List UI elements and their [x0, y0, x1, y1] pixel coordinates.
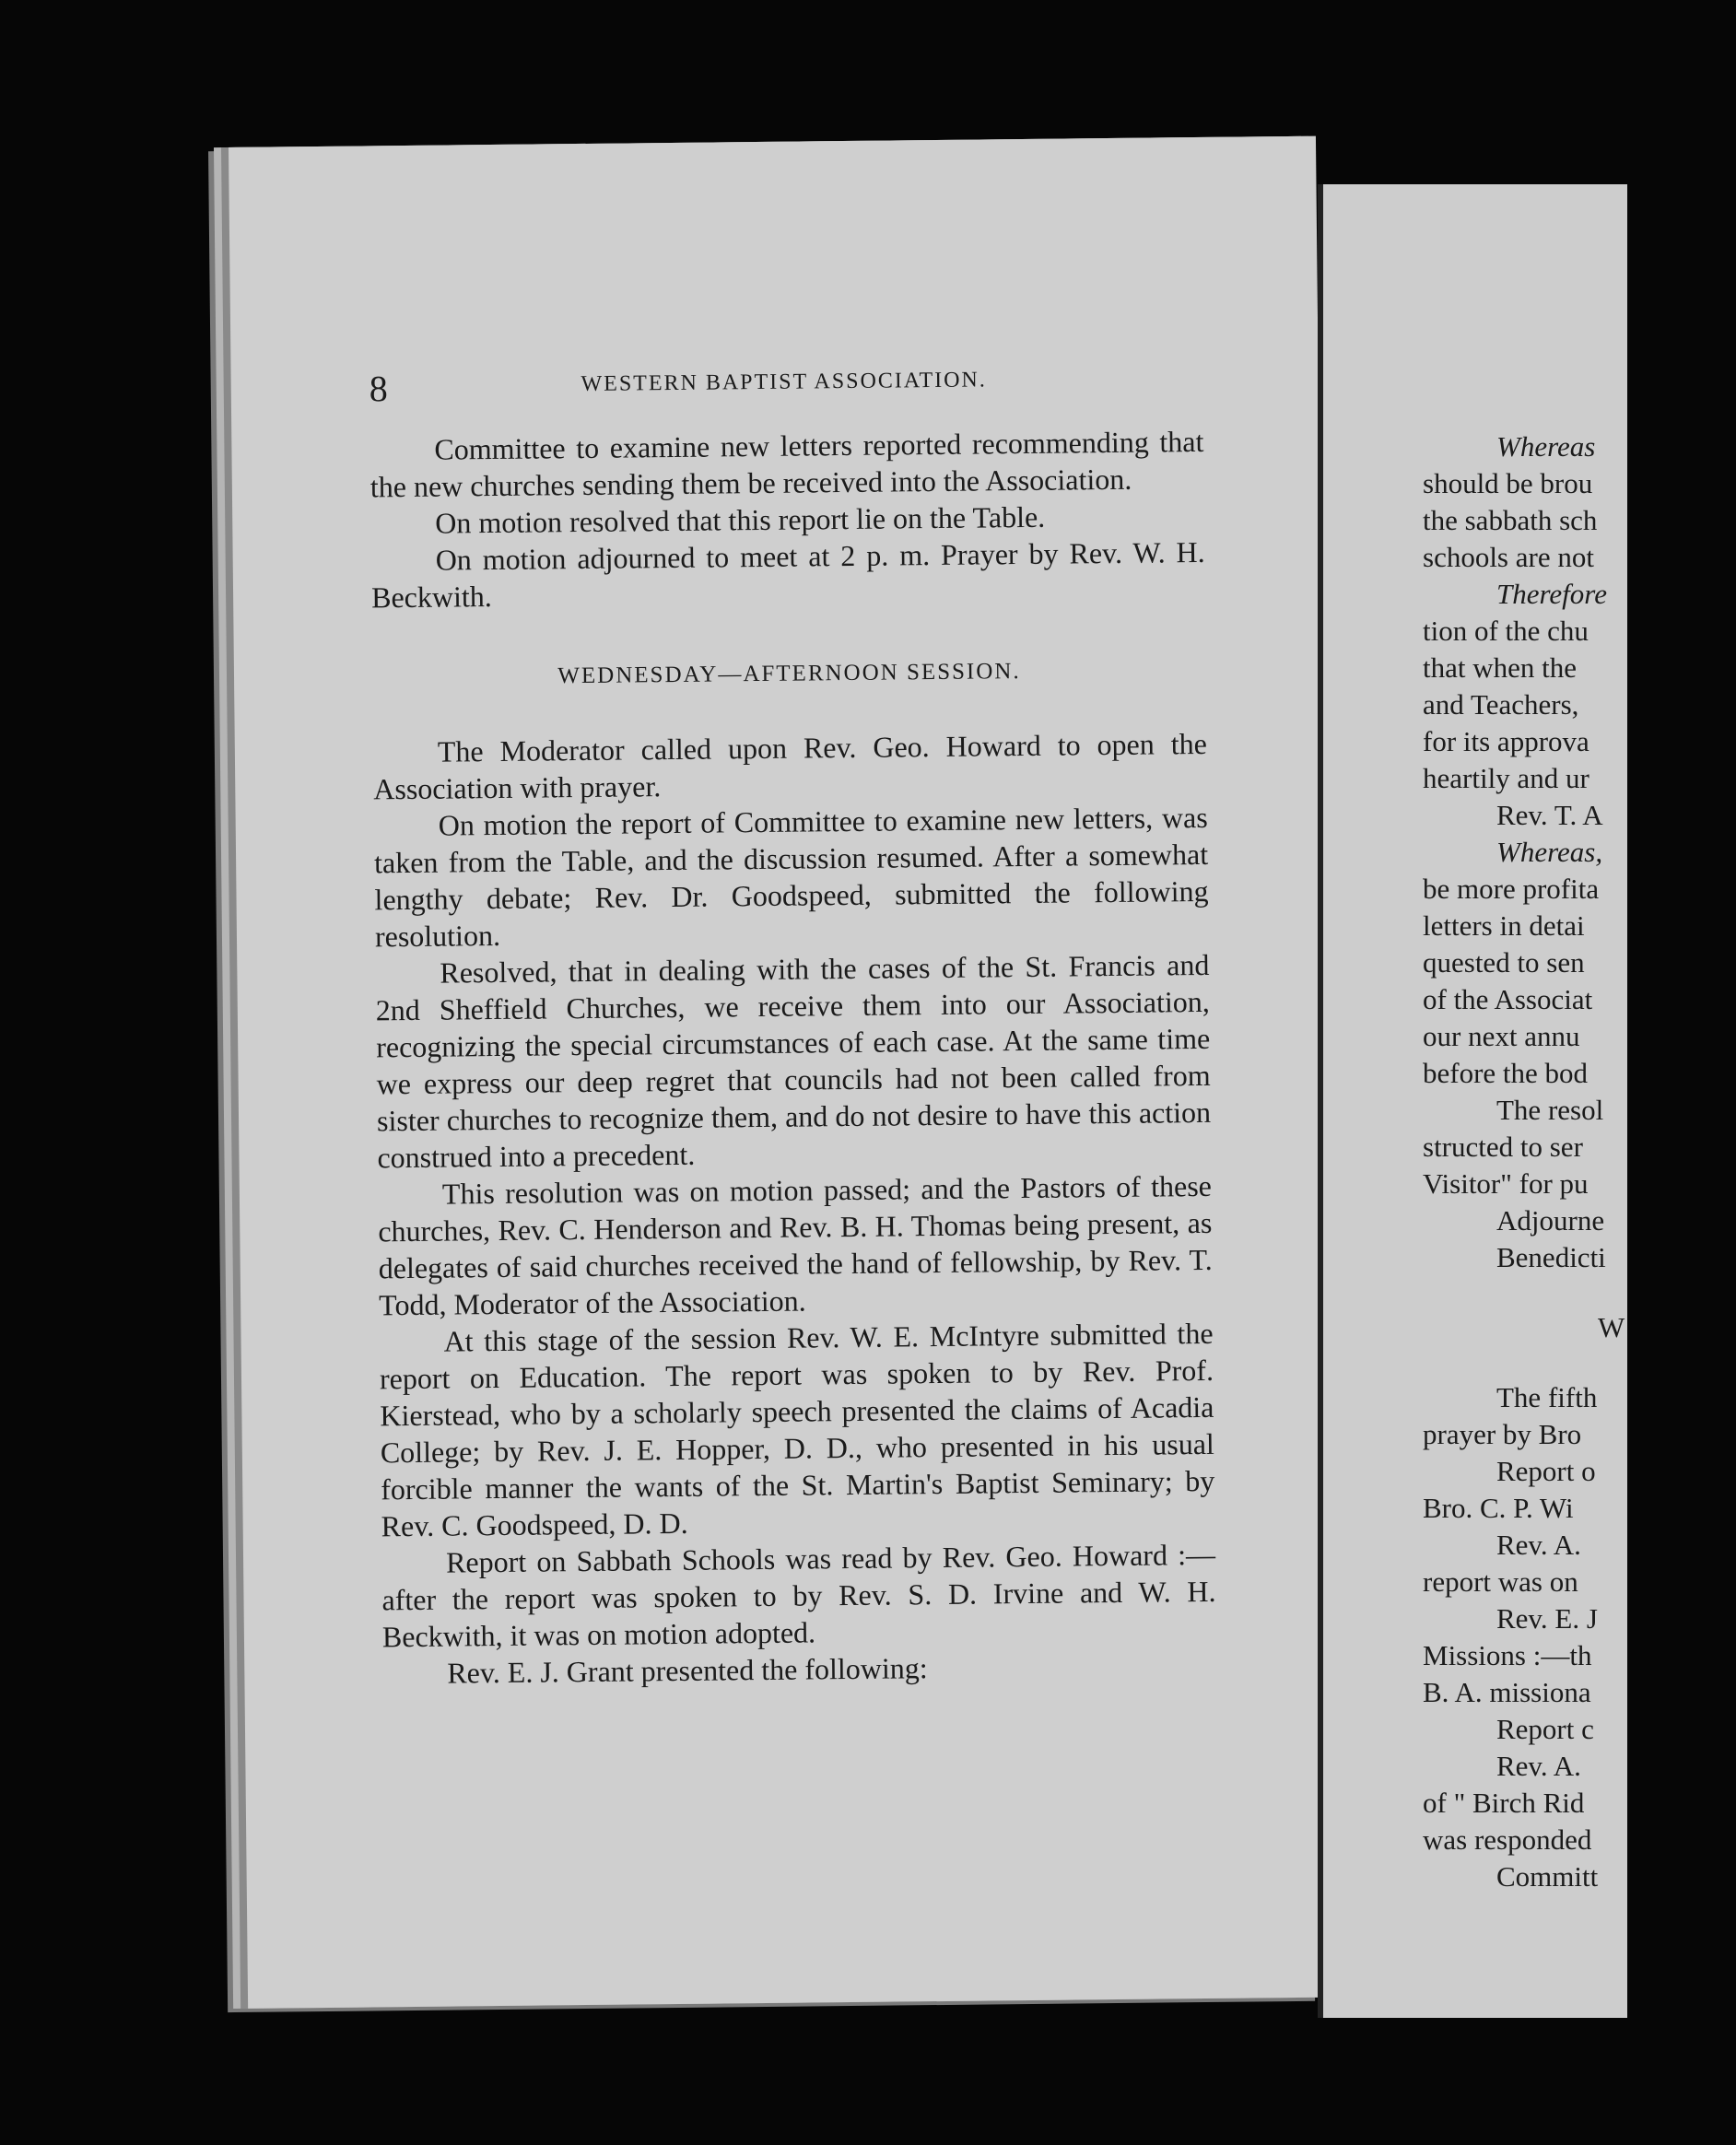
right-line: and Teachers,: [1423, 688, 1579, 721]
right-line: quested to sen: [1423, 946, 1585, 979]
page-number: 8: [369, 368, 388, 410]
right-line: B. A. missiona: [1423, 1676, 1591, 1708]
right-page: [1318, 184, 1627, 2018]
right-line: heartily and ur: [1423, 762, 1589, 794]
right-line: before the bod: [1423, 1057, 1589, 1089]
left-page: [229, 136, 1335, 2009]
paragraph-committee-report: Committee to examine new letters reported recommending that the new churches sending them be received into the Association.: [369, 424, 1204, 504]
right-line: schools are not: [1423, 541, 1594, 573]
right-line: that when the: [1423, 651, 1578, 684]
right-page-body: [1423, 428, 1736, 1895]
right-line: W: [1598, 1311, 1625, 1343]
right-line: Rev. A.: [1496, 1529, 1581, 1561]
paragraph-resolution: Resolved, that in dealing with the cases of the St. Francis and 2nd Sheffield Churches, we receive them into our Association, recognizing the special circumstances of each case. At the same time we express our deep regret that councils had not been called from sister churches to recognize them, and do not desire to have this action construed into a precedent.: [375, 947, 1212, 1175]
paragraph-moderator: The Moderator called upon Rev. Geo. Howard to open the Association with prayer.: [373, 726, 1208, 806]
right-line: our next annu: [1423, 1020, 1580, 1052]
paragraph-motion-table: On motion resolved that this report lie on the Table.: [435, 499, 1046, 540]
left-page-body: [369, 423, 1216, 1692]
right-line: tion of the chu: [1423, 615, 1589, 647]
right-line: Rev. A.: [1496, 1750, 1581, 1782]
right-line: structed to ser: [1423, 1131, 1583, 1163]
right-line: Bro. C. P. Wi: [1423, 1492, 1574, 1524]
right-line: Visitor" for pu: [1423, 1167, 1589, 1200]
paragraph-education-report: At this stage of the session Rev. W. E. McIntyre submitted the report on Education. The report was spoken to by Rev. Prof. Kierstead, who by a scholarly speech presented the claims of Acadia College; by Rev. J. E. Hopper, D. D., who presented in his usual forcible manner the wants of the St. Martin's Baptist Seminary; by Rev. C. Goodspeed, D. D.: [379, 1316, 1215, 1543]
right-line: of the Associat: [1423, 983, 1593, 1015]
running-header: WESTERN BAPTIST ASSOCIATION.: [581, 368, 987, 397]
section-heading: WEDNESDAY—AFTERNOON SESSION.: [557, 659, 1021, 689]
paragraph-resolution-passed: This resolution was on motion passed; and the Pastors of these churches, Rev. C. Henderson and Rev. B. H. Thomas being present, as delegates of said churches received the hand of fellowship, by Rev. T. Todd, Moderator of the Association.: [378, 1168, 1213, 1322]
paragraph-grant: Rev. E. J. Grant presented the following:: [447, 1651, 928, 1690]
right-line: Report o: [1496, 1455, 1596, 1487]
right-line: Missions :—th: [1423, 1639, 1592, 1671]
right-line: of " Birch Rid: [1423, 1787, 1585, 1819]
spacer: [1423, 1346, 1736, 1379]
paragraph-sabbath-schools: Report on Sabbath Schools was read by Rev. Geo. Howard :—after the report was spoken to by Rev. S. D. Irvine and W. H. Beckwith, it was on motion adopted.: [381, 1537, 1216, 1654]
right-line: for its approva: [1423, 725, 1589, 757]
right-line: the sabbath sch: [1423, 504, 1598, 536]
paragraph-motion-letters: On motion the report of Committee to examine new letters, was taken from the Table, and the discussion resumed. After a somewhat lengthy debate; Rev. Dr. Goodspeed, submitted the following resolution.: [373, 800, 1209, 954]
right-line: should be brou: [1423, 467, 1593, 499]
right-line: Rev. E. J: [1496, 1602, 1598, 1635]
right-line: report was on: [1423, 1565, 1578, 1598]
paragraph-motion-adjourn: On motion adjourned to meet at 2 p. m. Prayer by Rev. W. H. Beckwith.: [370, 534, 1205, 615]
right-line: The fifth: [1496, 1381, 1598, 1413]
right-line: was responded: [1423, 1823, 1592, 1856]
right-line: The resol: [1496, 1094, 1604, 1126]
right-line: Whereas: [1496, 430, 1596, 463]
right-line: Adjourne: [1496, 1204, 1605, 1237]
right-line: letters in detai: [1423, 909, 1585, 942]
right-line: Rev. T. A: [1496, 799, 1603, 831]
right-line: Report c: [1496, 1713, 1594, 1745]
right-line: prayer by Bro: [1423, 1418, 1582, 1450]
right-line: be more profita: [1423, 873, 1600, 905]
spacer: [1423, 1276, 1736, 1309]
right-line: Benedicti: [1496, 1241, 1606, 1273]
right-line: Therefore: [1496, 578, 1607, 610]
right-line: Whereas,: [1496, 836, 1603, 868]
right-line: Committ: [1496, 1860, 1599, 1893]
